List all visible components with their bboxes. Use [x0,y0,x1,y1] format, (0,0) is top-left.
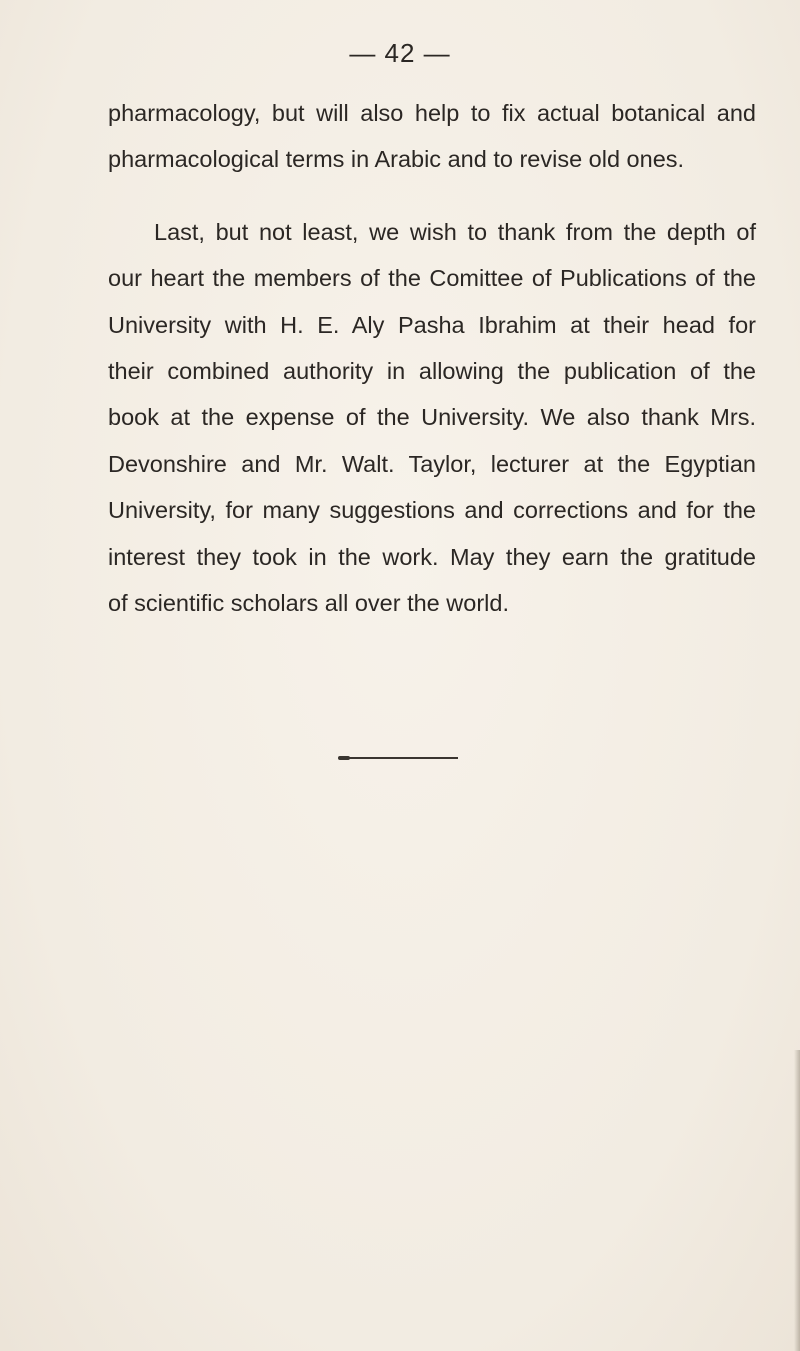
text-line: Last, but not least, we wish to thank from the depth of [154,218,756,245]
text-line: Devonshire and Mr. Walt. Taylor, lecturer at the Egyptian [108,450,756,477]
text-line: University with H. E. Aly Pasha Ibrahim at their head for [108,311,756,338]
body-text [108,90,756,626]
section-divider-rule [342,757,458,759]
page-number: — 42 — [349,38,451,68]
text-line: of scientific scholars all over the world. [108,589,509,616]
text-line: their combined authority in allowing the publication of the [108,357,756,384]
text-line: pharmacology, but will also help to fix actual botanical and [108,100,756,126]
text-line: book at the expense of the University. We also thank Mrs. [108,404,756,431]
text-line: our heart the members of the Comittee of Publications of the [108,265,756,292]
paragraph-spacer [108,183,756,209]
text-line: interest they took in the work. May they earn the gratitude [108,543,756,570]
page-edge-shadow [794,1050,800,1351]
text-line: University, for many suggestions and corrections and for the [108,497,756,524]
paragraph [108,209,756,627]
paragraph [108,90,756,183]
text-line: pharmacological terms in Arabic and to revise old ones. [108,146,685,173]
